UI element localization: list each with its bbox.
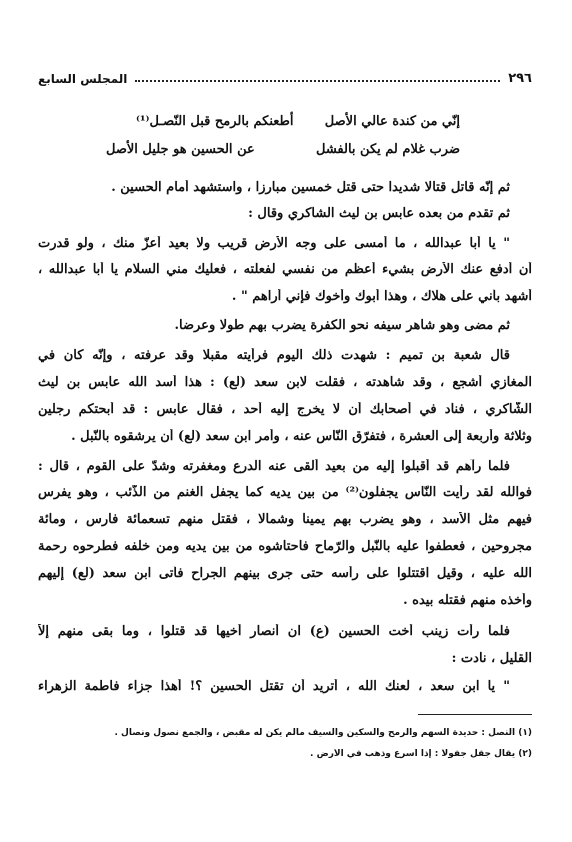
footnote-1: (١) النصل : حديدة السهم والرمح والسكين والسيف مالم يكن له مقبض ، والجمع نصول ونصال . bbox=[114, 728, 532, 738]
text-line: ثم مضى وهو شاهر سيفه نحو الكفرة يضرب بهم طولا وعرضا. bbox=[174, 318, 510, 333]
text-line: مجروحين ، فعطفوا عليه بالنّبل والرّماح فاحتاشوه من بين يديه ومن خلفه فطرحوه رحمة bbox=[38, 539, 532, 554]
text-line: المغازي أشجع ، وقد شاهدته ، فقلت لابن سعد (لع) : هذا أسد الله عابس بن ليث bbox=[38, 375, 532, 390]
header-dotted-leader bbox=[135, 80, 500, 82]
footnote-2: (٢) يقال جفل جفولا : إذا أسرع وذهب في الأرض . bbox=[310, 749, 532, 759]
text-line: الله عليه ، وقيل اقتتلوا على رأسه حتى جرى بينهم الجراح فأتى ابن سعد (لع) إليهم bbox=[38, 566, 532, 581]
verse-1-left-hemistich: أطعنكم بالرمح قبل النّصـل⁽¹⁾ bbox=[136, 114, 294, 129]
page-header bbox=[38, 62, 532, 86]
text-line: قال شعبة بن تميم : شهدت ذلك اليوم فرأيته مقبلا وقد عرفته ، وإنّه كان في bbox=[38, 348, 510, 363]
text-line: " يا ابن سعد ، لعنك الله ، أتريد أن تقتل الحسين ؟! أهذا جزاء فاطمة الزهراء bbox=[38, 679, 510, 694]
verse-2-right-hemistich: ضرب غلام لم يكن بالفشل bbox=[315, 142, 460, 157]
text-line: فيهم مثل الأسد ، وهو يضرب بهم يمينا وشمالا ، فقتل منهم تسعمائة فارس ، ومائة bbox=[38, 512, 532, 527]
text-line: أشهد بأني على هلاك ، وهذا أبوك وأخوك فإني أراهم " . bbox=[231, 289, 532, 304]
footnote-separator bbox=[418, 714, 532, 715]
verse-1-right-hemistich: إنّي من كندة عالي الأصل bbox=[324, 114, 460, 129]
verse-2-left-hemistich: عن الحسين هو جليل الأصل bbox=[106, 142, 255, 157]
text-line: فوالله لقد رأيت النّاس يجفلون⁽²⁾ من بين يديه كما يجفل الغنم من الذّئب ، وهو يفرس bbox=[38, 485, 532, 500]
text-line: ثم إنّه قاتل قتالا شديدا حتى قتل خمسين مبارزا ، واستشهد أمام الحسين . bbox=[111, 180, 510, 195]
text-line: فلما رأت زينب أخت الحسين (ع) ان أنصار أخيها قد قتلوا ، وما بقى منهم إلاّ bbox=[38, 624, 510, 639]
chapter-title: المجلس السابع bbox=[38, 72, 128, 86]
text-line: أن أدفع عنك الأرض بشيء أعظم من نفسي لفعلته ، فعليك مني السلام يا أبا عبدالله ، bbox=[38, 262, 532, 277]
text-line: وأخذه منهم فقتله بيده . bbox=[403, 593, 532, 608]
text-line: فلما رآهم قد أقبلوا إليه من بعيد ألقى عنه الدرع ومغفرته وشدّ على القوم ، قال : bbox=[38, 459, 510, 474]
text-line: ثم تقدم من بعده عابس بن ليث الشاكري وقال : bbox=[248, 206, 510, 221]
page-number: ٢٩٦ bbox=[508, 71, 532, 86]
text-line: وثلاثة وأربعة إلى العشرة ، فتفرّق النّاس عنه ، وأمر ابن سعد (لع) أن يرشقوه بالنّبل . bbox=[71, 429, 532, 444]
text-line: " يا أبا عبدالله ، ما أمسى على وجه الأرض قريب ولا بعيد أعزّ منك ، ولو قدرت bbox=[38, 236, 510, 251]
text-line: الشّاكري ، فناد في أصحابك أن لا يخرج إليه أحد ، فقال عابس : قد أبحتكم رجلين bbox=[38, 402, 532, 417]
text-line: القليل ، نادت : bbox=[451, 651, 532, 666]
